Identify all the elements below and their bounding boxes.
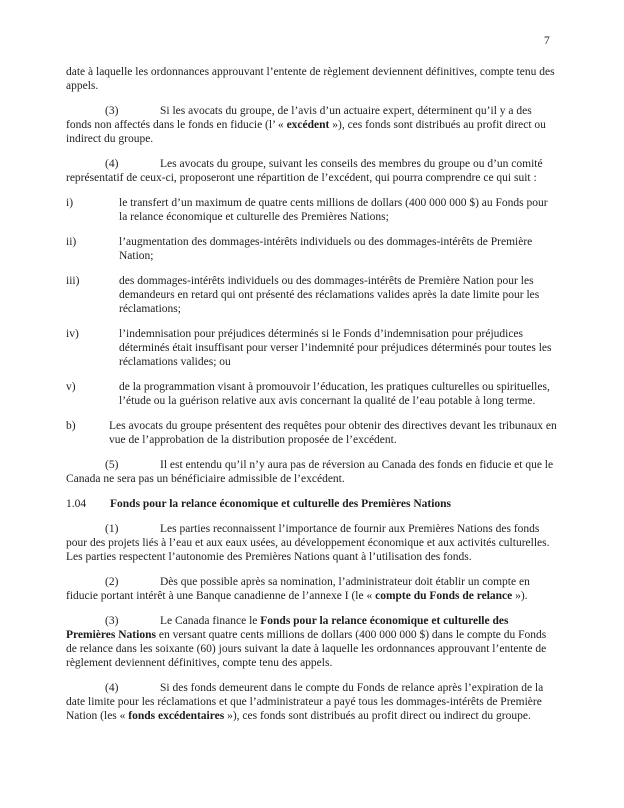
paragraph-text: Il est entendu qu’il n’y aura pas de réversion au Canada des fonds en fiducie et que le Canada ne sera pas un bénéficiaire admissible de l’excédent. <box>66 459 554 485</box>
list-item-roman-iv <box>66 327 558 369</box>
defined-term-bold: fonds excédentaires <box>128 710 225 722</box>
paragraph-number: (4) <box>105 158 119 170</box>
paragraph-text: date à laquelle les ordonnances approuvant l’entente de règlement deviennent définitives, compte tenu des appels. <box>66 66 555 92</box>
section-paragraph-4 <box>66 681 558 723</box>
section-heading <box>66 497 558 511</box>
paragraph-number: (2) <box>105 576 119 588</box>
paragraph-text: »), ces fonds sont distribués au profit direct ou indirect du groupe. <box>66 119 546 145</box>
list-item-text: l’indemnisation pour préjudices déterminés si le Fonds d’indemnisation pour préjudices déterminés était insuffisant pour verser l’indemnité pour préjudices déterminés pour toutes les réclamations valides; ou <box>119 328 552 368</box>
paragraph-text: »). <box>512 590 528 602</box>
defined-term-bold: Fonds pour la relance économique et culturelle des Premières Nations <box>66 615 509 641</box>
list-item-number: b) <box>66 420 76 432</box>
section-paragraph-2 <box>66 575 558 603</box>
paragraph-number: (3) <box>105 615 119 627</box>
paragraph-text: Les avocats du groupe, suivant les conseils des membres du groupe ou d’un comité représentatif de ceux-ci, proposeront une répartition de l’excédent, qui pourra comprendre ce qui suit : <box>66 158 543 184</box>
paragraph-text: Dès que possible après sa nomination, l’administrateur doit établir un compte en fiducie portant intérêt à une Banque canadienne de l’annexe I (le « <box>66 576 530 602</box>
paragraph-text: en versant quatre cents millions de dollars (400 000 000 $) dans le compte du Fonds de relance dans les soixante (60) jours suivant la date à laquelle les ordonnances approuvant l’entente de règlement deviennent définitives, compte tenu des appels. <box>66 629 547 669</box>
section-title: Fonds pour la relance économique et culturelle des Premières Nations <box>110 498 452 510</box>
page-number: 7 <box>544 35 550 47</box>
section-paragraph-1 <box>66 522 558 564</box>
paragraph-4 <box>66 157 558 185</box>
list-item-roman-ii <box>66 235 558 263</box>
paragraph-text: Si des fonds demeurent dans le compte du Fonds de relance après l’expiration de la date limite pour les réclamations et que l’administrateur a payé tous les dommages-intérêts de Première Nation (les « <box>66 682 544 722</box>
list-item-roman-v <box>66 380 558 408</box>
section-paragraph-3 <box>66 614 558 670</box>
list-item-number: v) <box>66 381 76 393</box>
paragraph-number: (5) <box>105 459 119 471</box>
list-item-roman-iii <box>66 274 558 316</box>
paragraph-text: Le Canada finance le <box>160 615 261 627</box>
defined-term-bold: compte du Fonds de relance <box>375 590 513 602</box>
list-item-text: des dommages-intérêts individuels ou des dommages-intérêts de Première Nation pour les demandeurs en retard qui ont présenté des réclamations valides après la date limite pour les réclamations; <box>119 275 540 315</box>
paragraph-5 <box>66 458 558 486</box>
paragraph-number: (3) <box>105 105 119 117</box>
paragraph-number: (1) <box>105 523 119 535</box>
list-item-number: iv) <box>66 328 79 340</box>
list-item-text: de la programmation visant à promouvoir l’éducation, les pratiques culturelles ou spirituelles, l’étude ou la guérison relative aux avis concernant la qualité de l’eau potable à long terme. <box>119 381 550 407</box>
paragraph-number: (4) <box>105 682 119 694</box>
list-item-letter-b <box>66 419 558 447</box>
list-item-number: i) <box>66 197 74 209</box>
list-item-text: le transfert d’un maximum de quatre cents millions de dollars (400 000 000 $) au Fonds pour la relance économique et culturelle des Premières Nations; <box>119 197 548 223</box>
list-item-roman-i <box>66 196 558 224</box>
paragraph-text: Les parties reconnaissent l’importance de fournir aux Premières Nations des fonds pour des projets liés à l’eau et aux eaux usées, au développement économique et aux activités culturelles. Les parties respectent l’autonomie des Premières Nations quant à l’utilisation des fonds. <box>66 523 550 563</box>
list-item-number: ii) <box>66 236 77 248</box>
defined-term-bold: excédent <box>286 119 330 131</box>
paragraph-continuation <box>66 65 558 93</box>
paragraph-text: Si les avocats du groupe, de l’avis d’un actuaire expert, déterminent qu’il y a des fonds non affectés dans le fonds en fiducie (l’ « <box>66 105 532 131</box>
section-number: 1.04 <box>66 498 87 510</box>
list-item-text: Les avocats du groupe présentent des requêtes pour obtenir des directives devant les tribunaux en vue de l’approbation de la distribution proposée de l’excédent. <box>109 420 557 446</box>
list-item-text: l’augmentation des dommages-intérêts individuels ou des dommages-intérêts de Première Nation; <box>119 236 533 262</box>
list-item-number: iii) <box>66 275 80 287</box>
paragraph-text: »), ces fonds sont distribués au profit direct ou indirect du groupe. <box>224 710 531 722</box>
paragraph-3 <box>66 104 558 146</box>
